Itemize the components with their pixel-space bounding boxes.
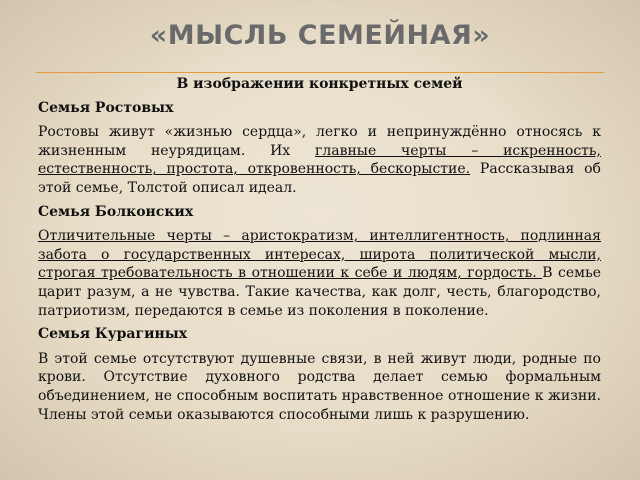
slide-content	[38, 75, 601, 429]
rostov-heading: Семья Ростовых	[38, 99, 174, 116]
bolkonsky-heading: Семья Болконских	[38, 203, 194, 220]
rostov-text-start: Ростовы живут «жизнью сердца», легко и непринуждённо относясь к жизненным неурядицам. Их	[38, 124, 601, 159]
bolkonsky-text: В семье царит разум, а не чувства. Такие качества, как долг, честь, благородство, патриотизм, передаются в семье из поколения в поколение.	[38, 265, 601, 319]
rostov-paragraph	[38, 123, 601, 197]
rostov-text-end: Рассказывая об этой семье, Толстой описал идеал.	[38, 161, 601, 196]
kuragin-heading: Семья Курагиных	[38, 326, 188, 343]
title-divider	[36, 72, 604, 73]
slide-title: «МЫСЛЬ СЕМЕЙНАЯ»	[149, 20, 491, 51]
kuragin-paragraph: В этой семье отсутствуют душевные связи, в ней живут люди, родные по крови. Отсутствие духовного родства делает семью формальным объединением, не способным воспитать нравственное отношение к жизни. Члены этой семьи оказываются способными лишь к разрушению.	[38, 350, 601, 423]
bolkonsky-paragraph	[38, 227, 601, 320]
rostov-traits: главные черты – искренность, естественность, простота, откровенность, бескорыстие.	[38, 142, 602, 178]
slide-subtitle: В изображении конкретных семей	[176, 76, 463, 92]
bolkonsky-traits: Отличительные черты – аристократизм, интеллигентность, подлинная забота о государственных интересах, широта политической мысли, строгая требовательность в отношении к себе и людям, гордость.	[38, 228, 601, 282]
